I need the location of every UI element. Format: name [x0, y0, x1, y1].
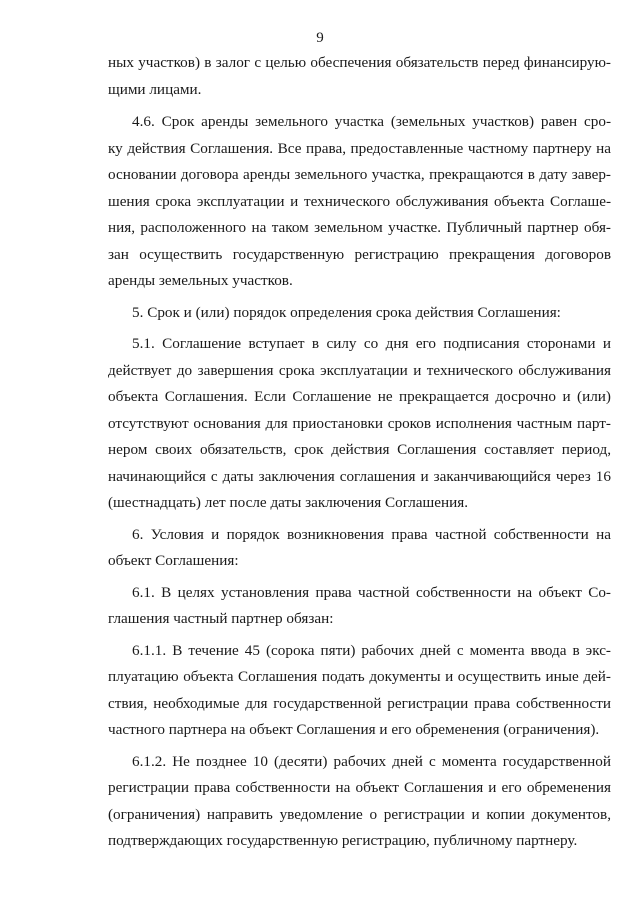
text-line: частного партнера на объект Соглашения и его обременения (ограничения).	[108, 721, 600, 738]
text-line: ствия, необходимые для государственной регистрации права собственности	[108, 694, 611, 712]
text-line: глашения частный партнер обязан:	[108, 610, 334, 627]
text-line: 6. Условия и порядок возникновения права частной собственности на	[132, 525, 611, 543]
text-line: (ограничения) направить уведомление о регистрации и копии документов,	[108, 805, 611, 823]
page-number: 9	[316, 30, 324, 46]
paragraph-6-1-2	[108, 749, 611, 855]
text-line: 6.1.2. Не позднее 10 (десяти) рабочих дней с момента государственной	[132, 752, 611, 770]
section-5-heading	[108, 300, 611, 327]
text-line: щими лицами.	[108, 80, 202, 98]
text-line: ных участков) в залог с целью обеспечения обязательств перед финансирую-	[108, 54, 611, 71]
paragraph-5-1	[108, 331, 611, 517]
text-line: объект Соглашения:	[108, 552, 239, 569]
section-6-heading	[108, 522, 611, 575]
text-line: ку действия Соглашения. Все права, предоставленные частному партнеру на	[108, 139, 611, 157]
paragraph-6-1	[108, 580, 611, 633]
text-line: 6.1.1. В течение 45 (сорока пяти) рабочих дней с момента ввода в экс-	[132, 641, 611, 659]
paragraph-6-1-1	[108, 638, 611, 744]
text-line: 5. Срок и (или) порядок определения срока действия Соглашения:	[132, 303, 561, 321]
text-line: 4.6. Срок аренды земельного участка (земельных участков) равен сро-	[132, 113, 611, 130]
text-line: плуатацию объекта Соглашения подать документы и осуществить иные дей-	[108, 668, 611, 685]
text-line: шения срока эксплуатации и технического обслуживания объекта Соглаше-	[108, 192, 611, 210]
text-line: аренды земельных участков.	[108, 272, 293, 289]
text-line: (шестнадцать) лет после даты заключения Соглашения.	[108, 494, 469, 511]
text-line: зан осуществить государственную регистрацию прекращения договоров	[108, 245, 611, 263]
paragraph-4-6	[108, 109, 611, 295]
text-line: 5.1. Соглашение вступает в силу со дня его подписания сторонами и	[132, 335, 611, 352]
document-body	[108, 50, 611, 855]
text-line: нером своих обязательств, срок действия Соглашения составляет период,	[108, 441, 611, 458]
text-line: начинающийся с даты заключения соглашения и заканчивающийся через 16	[108, 467, 611, 485]
text-line: основании договора аренды земельного участка, прекращаются в дату завер-	[108, 166, 611, 183]
text-line: 6.1. В целях установления права частной собственности на объект Со-	[132, 583, 611, 601]
text-line: отсутствуют основания для приостановки сроков исполнения частным парт-	[108, 414, 611, 432]
text-line: регистрации права собственности на объект Соглашения и его обременения	[108, 779, 611, 796]
paragraph-4-5-continuation	[108, 50, 611, 103]
text-line: подтверждающих государственную регистрацию, публичному партнеру.	[108, 832, 578, 849]
text-line: действует до завершения срока эксплуатации и технического обслуживания	[108, 361, 611, 379]
text-line: ния, расположенного на таком земельном участке. Публичный партнер обя-	[108, 219, 611, 236]
text-line: объекта Соглашения. Если Соглашение не прекращается досрочно и (или)	[108, 388, 611, 405]
